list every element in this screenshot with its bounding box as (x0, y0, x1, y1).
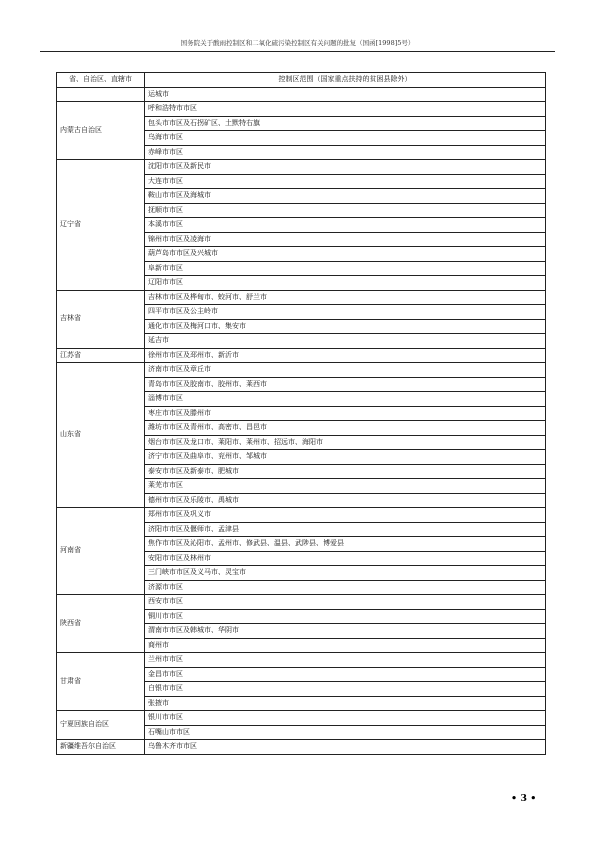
page-number: • 3 • (511, 793, 537, 804)
control-area-cell: 银川市市区 (145, 711, 546, 726)
control-area-cell: 西安市市区 (145, 595, 546, 610)
table-row (57, 508, 546, 523)
province-cell: 陕西省 (57, 595, 145, 653)
control-area-cell: 郑州市市区及巩义市 (145, 508, 546, 523)
control-area-cell: 抚顺市市区 (145, 203, 546, 218)
control-area-cell: 潍坊市市区及青州市、高密市、昌邑市 (145, 421, 546, 436)
province-cell (57, 87, 145, 102)
control-area-cell: 沈阳市市区及新民市 (145, 160, 546, 175)
control-area-cell: 枣庄市市区及滕州市 (145, 406, 546, 421)
table-header-row (57, 73, 546, 88)
table-row (57, 290, 546, 305)
control-area-cell: 运城市 (145, 87, 546, 102)
control-area-cell: 安阳市市区及林州市 (145, 551, 546, 566)
control-area-cell: 赤峰市市区 (145, 145, 546, 160)
control-area-cell: 兰州市市区 (145, 653, 546, 668)
control-area-cell: 济源市市区 (145, 580, 546, 595)
control-area-cell: 阜新市市区 (145, 261, 546, 276)
province-cell: 宁夏回族自治区 (57, 711, 145, 740)
control-area-cell: 济宁市市区及曲阜市、兖州市、邹城市 (145, 450, 546, 465)
table-row (57, 87, 546, 102)
control-area-cell: 青岛市市区及胶南市、胶州市、莱西市 (145, 377, 546, 392)
province-cell: 甘肃省 (57, 653, 145, 711)
control-area-cell: 吉林市市区及桦甸市、蛟河市、舒兰市 (145, 290, 546, 305)
control-area-cell: 本溪市市区 (145, 218, 546, 233)
control-area-cell: 德州市市区及乐陵市、禹城市 (145, 493, 546, 508)
province-cell: 新疆维吾尔自治区 (57, 740, 145, 755)
control-area-cell: 金昌市市区 (145, 667, 546, 682)
control-area-cell: 包头市市区及石拐矿区、土默特右旗 (145, 116, 546, 131)
table-body (57, 87, 546, 754)
table-row (57, 363, 546, 378)
control-area-cell: 锦州市市区及凌海市 (145, 232, 546, 247)
control-area-table (56, 72, 546, 755)
control-area-cell: 呼和浩特市市区 (145, 102, 546, 117)
control-area-cell: 三门峡市市区及义马市、灵宝市 (145, 566, 546, 581)
control-area-cell: 泰安市市区及新泰市、肥城市 (145, 464, 546, 479)
header-rule (40, 51, 555, 52)
control-area-cell: 辽阳市市区 (145, 276, 546, 291)
control-area-cell: 莱芜市市区 (145, 479, 546, 494)
control-area-cell: 济阳市市区及偃师市、孟津县 (145, 522, 546, 537)
province-cell: 江苏省 (57, 348, 145, 363)
control-area-cell: 石嘴山市市区 (145, 725, 546, 740)
province-cell: 辽宁省 (57, 160, 145, 291)
province-cell: 内蒙古自治区 (57, 102, 145, 160)
control-area-cell: 徐州市市区及邳州市、新沂市 (145, 348, 546, 363)
control-area-cell: 济南市市区及章丘市 (145, 363, 546, 378)
column-header-control-area: 控制区范围（国家重点扶持的贫困县除外） (145, 73, 546, 88)
control-area-cell: 鞍山市市区及海城市 (145, 189, 546, 204)
control-area-cell: 乌鲁木齐市市区 (145, 740, 546, 755)
table-row (57, 740, 546, 755)
table-row (57, 711, 546, 726)
province-cell: 山东省 (57, 363, 145, 508)
control-area-cell: 乌海市市区 (145, 131, 546, 146)
table-row (57, 160, 546, 175)
control-area-cell: 延吉市 (145, 334, 546, 349)
control-area-cell: 白银市市区 (145, 682, 546, 697)
province-cell: 河南省 (57, 508, 145, 595)
province-cell: 吉林省 (57, 290, 145, 348)
table-row (57, 102, 546, 117)
control-area-cell: 淄博市市区 (145, 392, 546, 407)
control-area-cell: 焦作市市区及沁阳市、孟州市、修武县、温县、武陟县、博爱县 (145, 537, 546, 552)
control-area-cell: 通化市市区及梅河口市、集安市 (145, 319, 546, 334)
control-area-cell: 葫芦岛市市区及兴城市 (145, 247, 546, 262)
running-header: 国务院关于酸雨控制区和二氧化硫污染控制区有关问题的批复（国函[1998]5号） (180, 39, 415, 47)
control-area-cell: 商州市 (145, 638, 546, 653)
table-row (57, 595, 546, 610)
table-row (57, 653, 546, 668)
control-area-cell: 大连市市区 (145, 174, 546, 189)
control-area-cell: 渭南市市区及韩城市、华阴市 (145, 624, 546, 639)
column-header-province: 省、自治区、直辖市 (57, 73, 145, 88)
control-area-cell: 铜川市市区 (145, 609, 546, 624)
control-area-cell: 四平市市区及公主岭市 (145, 305, 546, 320)
table-row (57, 348, 546, 363)
control-area-cell: 张掖市 (145, 696, 546, 711)
control-area-cell: 烟台市市区及龙口市、莱阳市、莱州市、招远市、海阳市 (145, 435, 546, 450)
